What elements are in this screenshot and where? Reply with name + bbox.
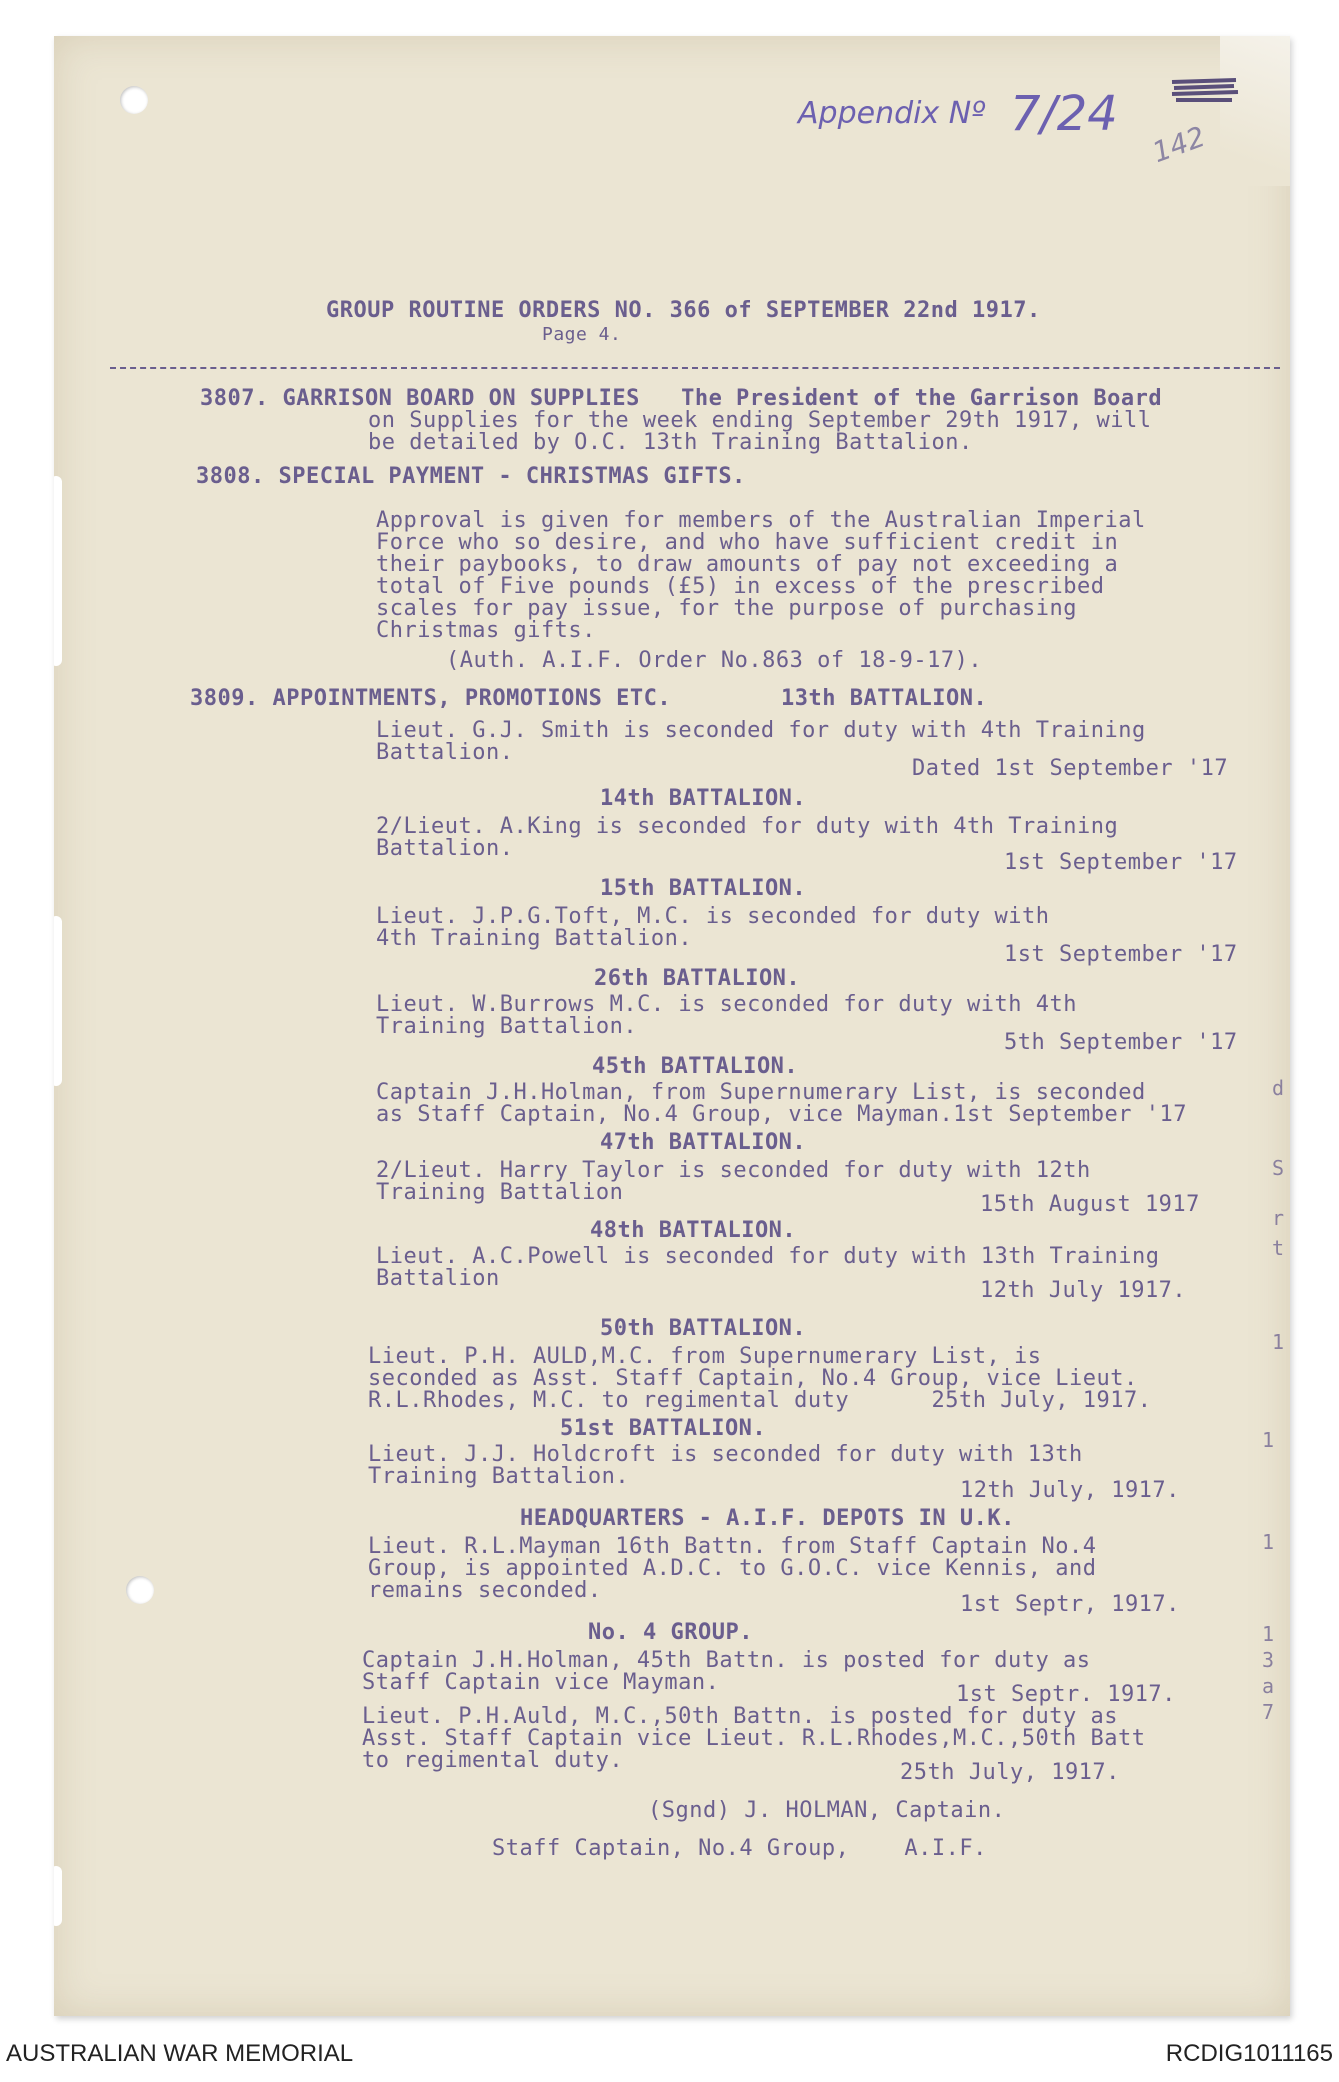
typed-line: Training Battalion. <box>368 1464 630 1489</box>
typed-line: Staff Captain, No.4 Group, A.I.F. <box>492 1836 987 1861</box>
footer-id: RCDIG1011165 <box>1165 2040 1333 2067</box>
page-number: Page 4. <box>542 324 622 345</box>
typed-line: 1st Septr, 1917. <box>960 1592 1180 1617</box>
footer-source: AUSTRALIAN WAR MEMORIAL <box>6 2040 354 2067</box>
typed-line: 14th BATTALION. <box>600 786 807 811</box>
paper-tear <box>54 916 62 1086</box>
typed-line: Lieut. P.H. AULD,M.C. from Supernumerary List, is <box>368 1344 1042 1369</box>
typed-line: 1st September '17 <box>1004 942 1238 967</box>
typed-line: Battalion. <box>376 740 514 765</box>
typed-line: 12th July, 1917. <box>960 1478 1180 1503</box>
typed-line: 1st September '17 <box>1004 850 1238 875</box>
typed-line: 51st BATTALION. <box>560 1416 767 1441</box>
typed-line: on Supplies for the week ending September 29th 1917, will <box>368 408 1152 433</box>
typed-line: 25th July, 1917. <box>900 1760 1120 1785</box>
punch-hole <box>126 1576 154 1604</box>
paper-tear <box>54 476 62 666</box>
typed-line: Dated 1st September '17 <box>912 756 1229 781</box>
margin-char: t <box>1272 1236 1285 1260</box>
typed-line: 3808. SPECIAL PAYMENT - CHRISTMAS GIFTS. <box>196 464 746 489</box>
typed-line: be detailed by O.C. 13th Training Battalion. <box>368 430 973 455</box>
typed-line: Training Battalion. <box>376 1014 638 1039</box>
typed-line: Lieut. R.L.Mayman 16th Battn. from Staff Captain No.4 <box>368 1534 1097 1559</box>
typed-line: (Sgnd) J. HOLMAN, Captain. <box>648 1798 1006 1823</box>
typed-line: (Auth. A.I.F. Order No.863 of 18-9-17). <box>446 648 983 673</box>
margin-char: S <box>1272 1156 1285 1180</box>
typed-line: Lieut. J.J. Holdcroft is seconded for duty with 13th <box>368 1442 1083 1467</box>
typed-line: Battalion <box>376 1266 500 1291</box>
document-title: GROUP ROUTINE ORDERS NO. 366 of SEPTEMBER 22nd 1917. <box>326 298 1041 323</box>
typed-line: 3807. GARRISON BOARD ON SUPPLIES The President of the Garrison Board <box>200 386 1163 411</box>
margin-char: a <box>1262 1674 1275 1698</box>
typed-line: Lieut. P.H.Auld, M.C.,50th Battn. is posted for duty as <box>362 1704 1118 1729</box>
typed-line: 15th August 1917 <box>980 1192 1200 1217</box>
typed-line: 50th BATTALION. <box>600 1316 807 1341</box>
typed-line: 5th September '17 <box>1004 1030 1238 1055</box>
typed-line: 1st Septr. 1917. <box>956 1682 1176 1707</box>
typed-line: Force who so desire, and who have sufficient credit in <box>376 530 1119 555</box>
page-stamp: 142 <box>1147 119 1210 170</box>
typed-line: remains seconded. <box>368 1578 602 1603</box>
margin-char: 1 <box>1262 1428 1275 1452</box>
appendix-label: Appendix Nº <box>798 96 986 131</box>
typed-line: No. 4 GROUP. <box>588 1620 753 1645</box>
typed-line: total of Five pounds (£5) in excess of the prescribed <box>376 574 1105 599</box>
typed-line: 26th BATTALION. <box>594 966 801 991</box>
typed-line: seconded as Asst. Staff Captain, No.4 Group, vice Lieut. <box>368 1366 1138 1391</box>
typed-line: R.L.Rhodes, M.C. to regimental duty 25th July, 1917. <box>368 1388 1152 1413</box>
typed-line: 12th July 1917. <box>980 1278 1187 1303</box>
typed-line: Lieut. W.Burrows M.C. is seconded for duty with 4th <box>376 992 1078 1017</box>
typed-line: HEADQUARTERS - A.I.F. DEPOTS IN U.K. <box>520 1506 1015 1531</box>
appendix-number: 7/24 <box>1010 86 1118 142</box>
paper-fold <box>1220 36 1290 186</box>
margin-char: 3 <box>1262 1648 1275 1672</box>
typed-line: Staff Captain vice Mayman. <box>362 1670 720 1695</box>
typed-line: their paybooks, to draw amounts of pay not exceeding a <box>376 552 1119 577</box>
typed-line: Battalion. <box>376 836 514 861</box>
margin-char: d <box>1272 1076 1285 1100</box>
typed-line: as Staff Captain, No.4 Group, vice Mayman.1st September '17 <box>376 1102 1187 1127</box>
margin-char: r <box>1272 1206 1285 1230</box>
typed-line: 3809. APPOINTMENTS, PROMOTIONS ETC. 13th BATTALION. <box>190 686 988 711</box>
typed-line: 2/Lieut. Harry Taylor is seconded for duty with 12th <box>376 1158 1091 1183</box>
typed-line: 47th BATTALION. <box>600 1130 807 1155</box>
typed-line: Christmas gifts. <box>376 618 596 643</box>
crossed-out-mark <box>1170 74 1240 108</box>
typed-line: Lieut. J.P.G.Toft, M.C. is seconded for duty with <box>376 904 1050 929</box>
typed-line: Approval is given for members of the Australian Imperial <box>376 508 1146 533</box>
margin-char: 1 <box>1262 1622 1275 1646</box>
typed-line: Captain J.H.Holman, 45th Battn. is posted for duty as <box>362 1648 1091 1673</box>
typed-line: 15th BATTALION. <box>600 876 807 901</box>
margin-char: 1 <box>1262 1530 1275 1554</box>
margin-char: 7 <box>1262 1700 1275 1724</box>
punch-hole <box>120 86 148 114</box>
typed-line: Asst. Staff Captain vice Lieut. R.L.Rhodes,M.C.,50th Batt <box>362 1726 1146 1751</box>
typed-line: Group, is appointed A.D.C. to G.O.C. vice Kennis, and <box>368 1556 1097 1581</box>
dashed-rule <box>110 367 1280 369</box>
typed-line: Lieut. A.C.Powell is seconded for duty with 13th Training <box>376 1244 1160 1269</box>
typed-line: 4th Training Battalion. <box>376 926 693 951</box>
typed-line: 45th BATTALION. <box>592 1054 799 1079</box>
paper-tear <box>54 1866 62 1926</box>
margin-char: 1 <box>1272 1330 1285 1354</box>
typed-line: Training Battalion <box>376 1180 624 1205</box>
typed-line: scales for pay issue, for the purpose of purchasing <box>376 596 1078 621</box>
typed-line: 2/Lieut. A.King is seconded for duty with 4th Training <box>376 814 1119 839</box>
typed-line: to regimental duty. <box>362 1748 624 1773</box>
typed-line: Captain J.H.Holman, from Supernumerary List, is seconded <box>376 1080 1146 1105</box>
typed-line: 48th BATTALION. <box>590 1218 797 1243</box>
typed-line: Lieut. G.J. Smith is seconded for duty with 4th Training <box>376 718 1146 743</box>
